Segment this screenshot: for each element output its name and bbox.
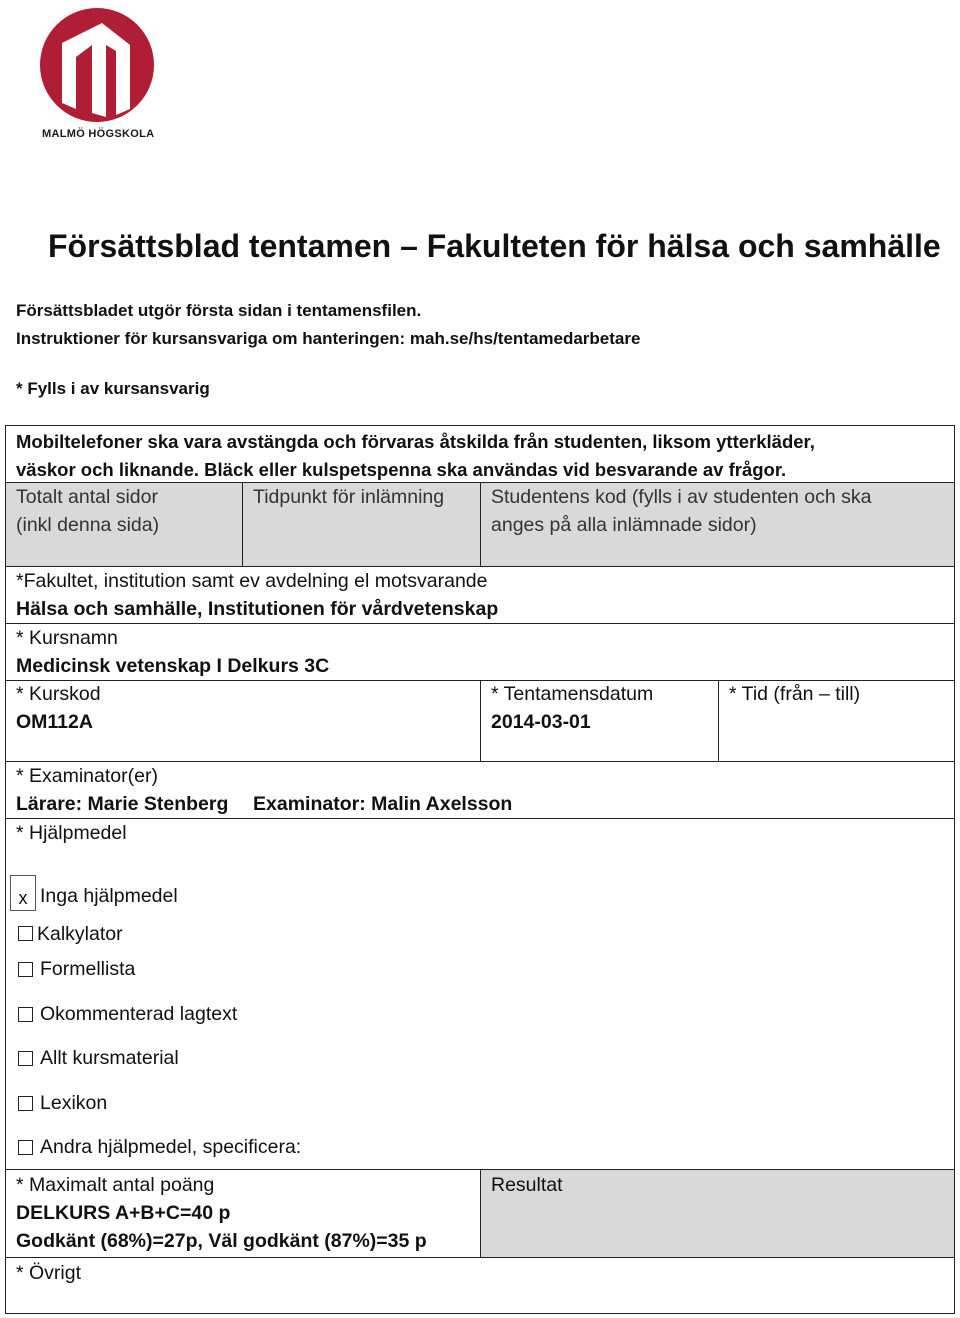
page-title: Försättsblad tentamen – Fakulteten för hälsa och samhälle bbox=[48, 228, 941, 264]
aids-label: * Hjälpmedel bbox=[16, 822, 127, 844]
result-label: Resultat bbox=[491, 1174, 563, 1196]
aid-checkbox-law-text[interactable] bbox=[18, 1007, 33, 1022]
aid-label-calculator: Kalkylator bbox=[37, 923, 123, 945]
teacher-value: Lärare: Marie Stenberg bbox=[16, 793, 229, 815]
aid-label-course-material: Allt kursmaterial bbox=[40, 1047, 179, 1069]
student-code-label-2: anges på alla inlämnade sidor) bbox=[491, 514, 757, 536]
aid-label-other: Andra hjälpmedel, specificera: bbox=[40, 1136, 302, 1158]
aid-checkbox-dictionary[interactable] bbox=[18, 1096, 33, 1111]
faculty-value: Hälsa och samhälle, Institutionen för vårdvetenskap bbox=[16, 598, 499, 620]
aid-label-dictionary: Lexikon bbox=[40, 1092, 108, 1114]
notice-line-1: Mobiltelefoner ska vara avstängda och förvaras åtskilda från studenten, liksom ytterkläder, bbox=[16, 431, 815, 452]
aid-checkbox-calculator[interactable] bbox=[18, 926, 33, 941]
intro-line-1: Försättsbladet utgör första sidan i tentamensfilen. bbox=[16, 301, 422, 320]
submission-time-label: Tidpunkt för inlämning bbox=[253, 486, 445, 508]
exam-time-label: * Tid (från – till) bbox=[729, 683, 861, 705]
intro-line-2: Instruktioner för kursansvariga om hanteringen: mah.se/hs/tentamedarbetare bbox=[16, 329, 641, 348]
intro-line-3: * Fylls i av kursansvarig bbox=[16, 379, 210, 398]
aid-checkbox-formula-list[interactable] bbox=[18, 962, 33, 977]
student-code-label-1: Studentens kod (fylls i av studenten och ska bbox=[491, 486, 872, 508]
notice-text bbox=[16, 428, 815, 484]
course-code-value: OM112A bbox=[16, 711, 93, 733]
total-pages-label-1: Totalt antal sidor bbox=[16, 486, 158, 508]
examiner-label: * Examinator(er) bbox=[16, 765, 158, 787]
other-label: * Övrigt bbox=[16, 1262, 82, 1284]
max-points-label: * Maximalt antal poäng bbox=[16, 1174, 215, 1196]
logo-wordmark: MALMÖ HÖGSKOLA bbox=[42, 128, 155, 140]
course-code-label: * Kurskod bbox=[16, 683, 101, 705]
max-points-value-1: DELKURS A+B+C=40 p bbox=[16, 1202, 231, 1224]
faculty-label: *Fakultet, institution samt ev avdelning el motsvarande bbox=[16, 570, 488, 592]
aid-label-law-text: Okommenterad lagtext bbox=[40, 1003, 238, 1025]
aid-label-none: Inga hjälpmedel bbox=[40, 885, 178, 907]
examiner-value: Examinator: Malin Axelsson bbox=[253, 793, 513, 815]
malmo-hogskola-logo bbox=[40, 5, 160, 145]
exam-date-value: 2014-03-01 bbox=[491, 711, 591, 733]
max-points-value-2: Godkänt (68%)=27p, Väl godkänt (87%)=35 p bbox=[16, 1230, 427, 1252]
course-name-label: * Kursnamn bbox=[16, 627, 118, 649]
aid-checkbox-none[interactable]: x bbox=[10, 875, 36, 911]
aid-label-formula-list: Formellista bbox=[40, 958, 136, 980]
total-pages-label-2: (inkl denna sida) bbox=[16, 514, 160, 536]
aid-checkbox-course-material[interactable] bbox=[18, 1051, 33, 1066]
aid-checkbox-other[interactable] bbox=[18, 1140, 33, 1155]
course-name-value: Medicinsk vetenskap I Delkurs 3C bbox=[16, 655, 330, 677]
notice-line-2: väskor och liknande. Bläck eller kulspetspenna ska användas vid besvarande av frågor. bbox=[16, 459, 787, 480]
exam-date-label: * Tentamensdatum bbox=[491, 683, 654, 705]
